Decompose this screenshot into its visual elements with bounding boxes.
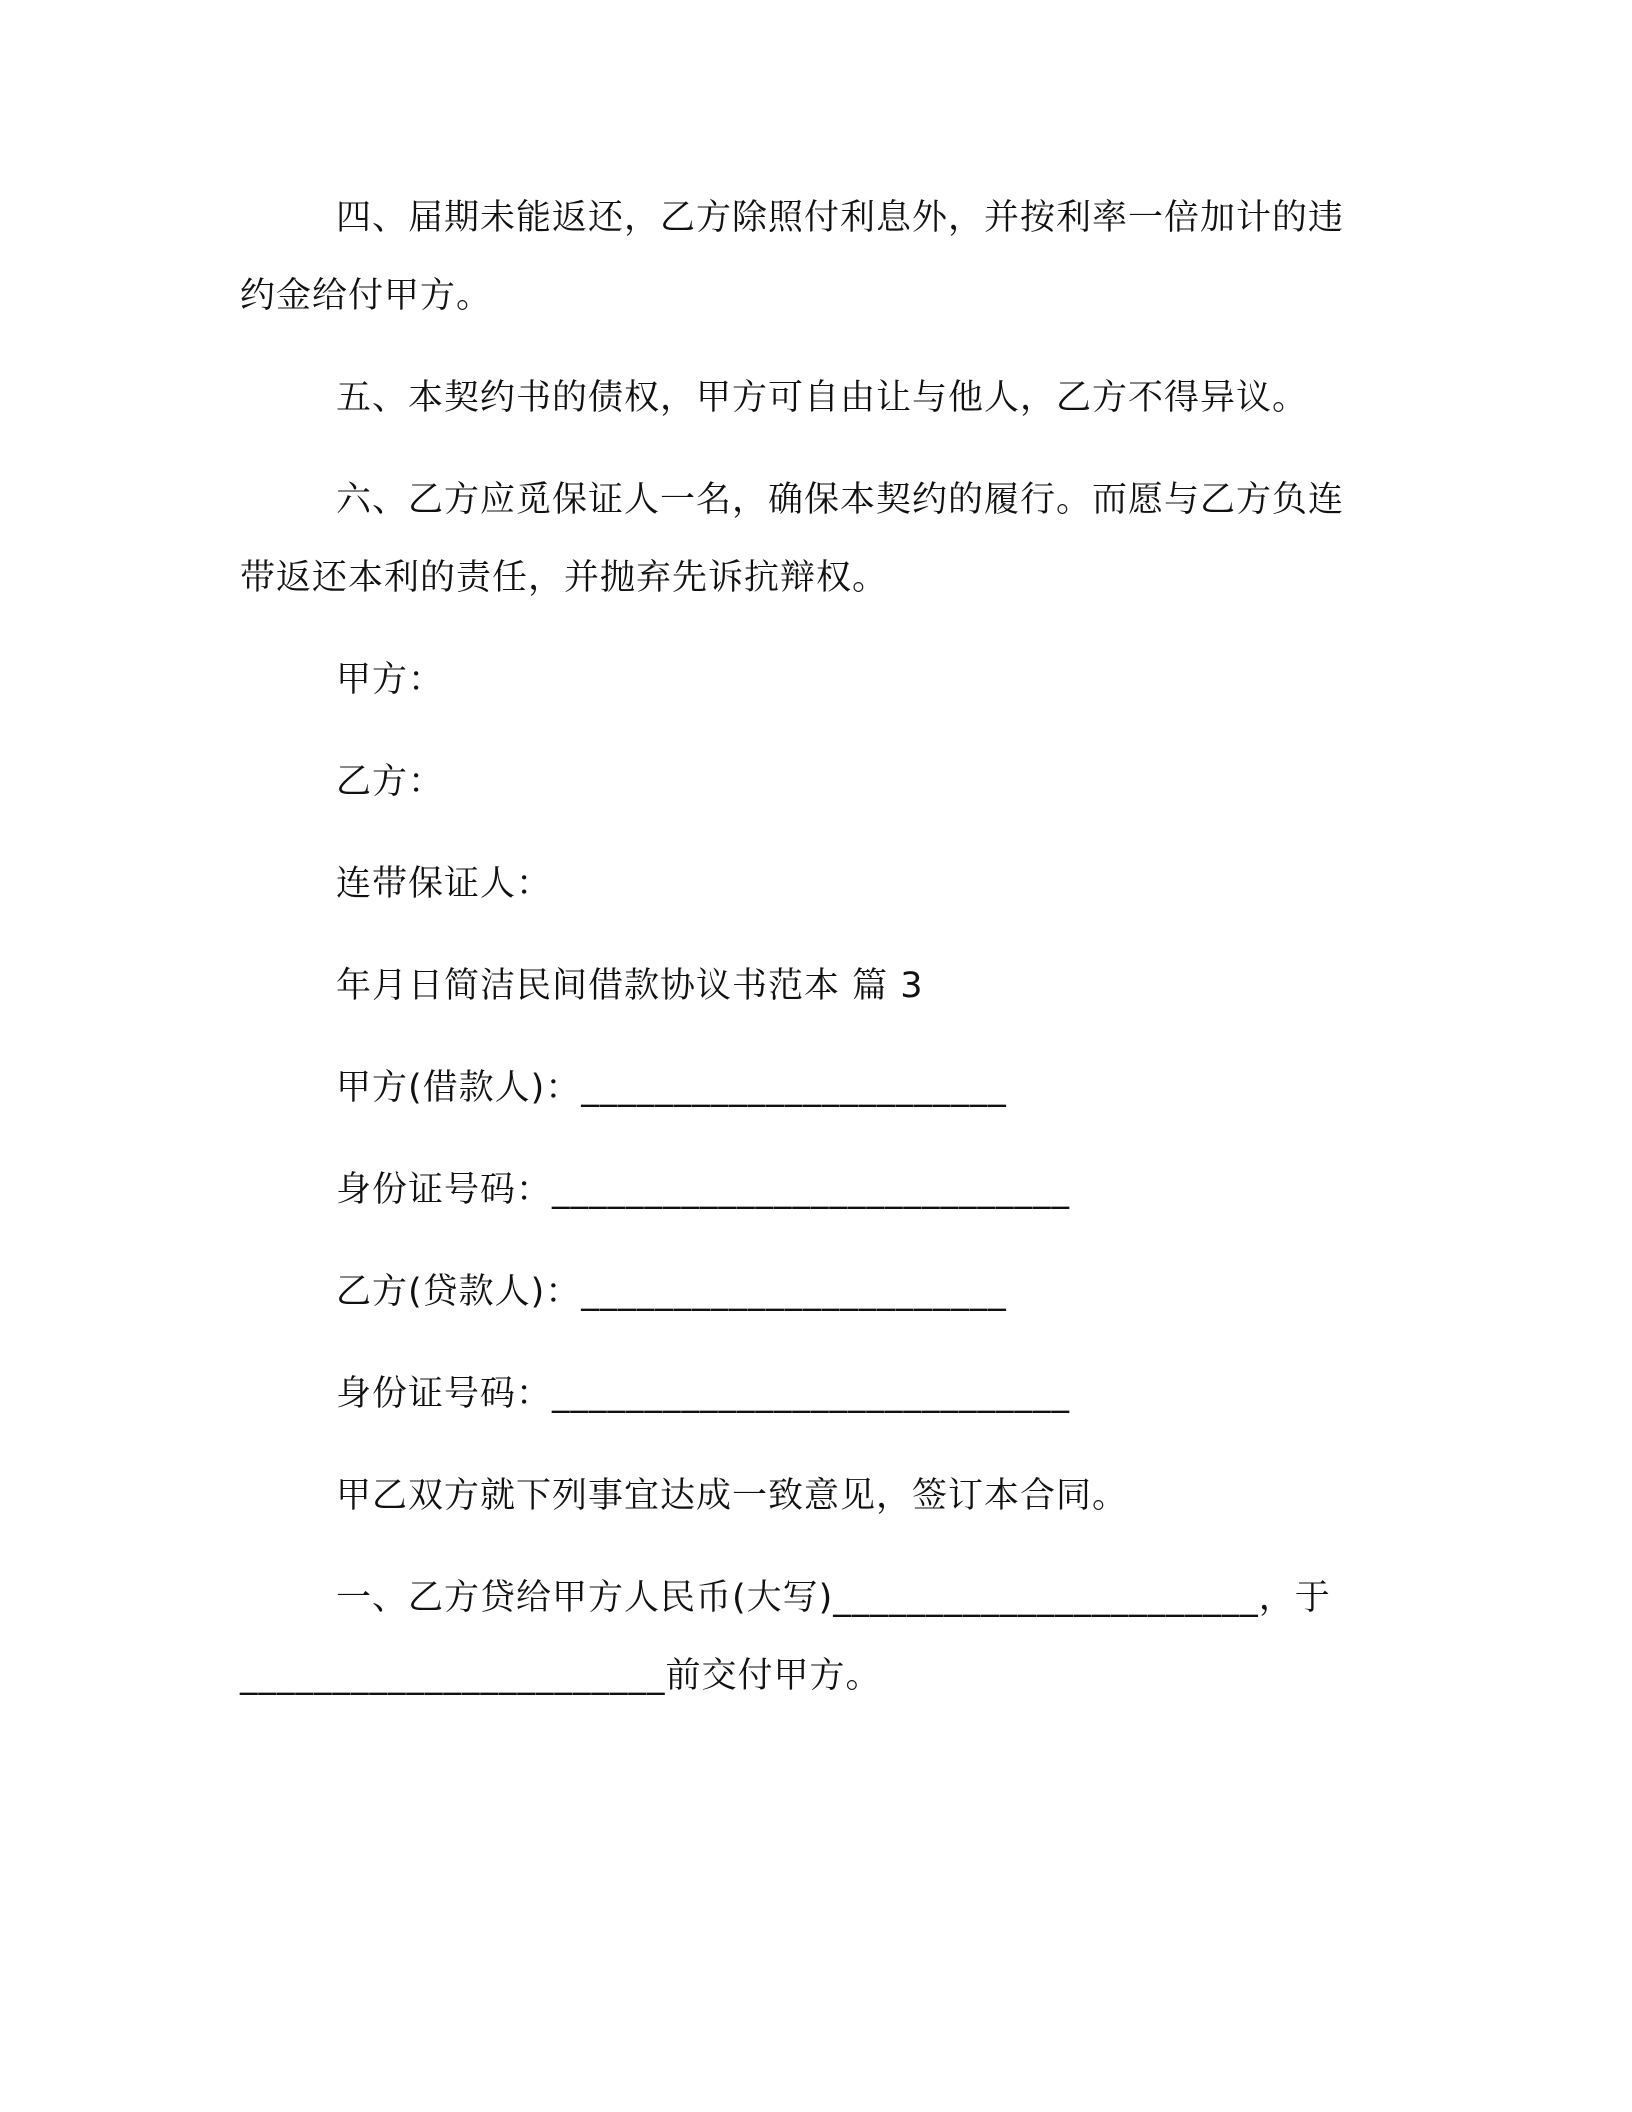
clause-1-line-2: _______________________前交付甲方。 bbox=[240, 1656, 882, 1696]
party-b-label: 乙方： bbox=[336, 762, 445, 802]
clause-4-line-1: 四、届期未能返还，乙方除照付利息外，并按利率一倍加计的违 bbox=[336, 198, 1345, 238]
party-a-label: 甲方： bbox=[336, 660, 445, 700]
guarantor-label: 连带保证人： bbox=[336, 864, 553, 904]
clause-6-line-1: 六、乙方应觅保证人一名，确保本契约的履行。而愿与乙方负连 bbox=[336, 480, 1345, 520]
clause-6-line-2: 带返还本利的责任，并抛弃先诉抗辩权。 bbox=[240, 558, 889, 598]
clause-5: 五、本契约书的债权，甲方可自由让与他人，乙方不得异议。 bbox=[336, 378, 1309, 418]
section-title: 年月日简洁民间借款协议书范本 篇 3 bbox=[336, 966, 924, 1006]
borrower-field: 甲方(借款人)：_______________________ bbox=[336, 1068, 1007, 1108]
borrower-id-field: 身份证号码：____________________________ bbox=[336, 1170, 1071, 1210]
lender-field: 乙方(贷款人)：_______________________ bbox=[336, 1272, 1007, 1312]
lender-id-field: 身份证号码：____________________________ bbox=[336, 1374, 1071, 1414]
agreement-statement: 甲乙双方就下列事宜达成一致意见，签订本合同。 bbox=[336, 1476, 1129, 1516]
clause-1-line-1: 一、乙方贷给甲方人民币(大写)_______________________，于 bbox=[336, 1578, 1331, 1618]
clause-4-line-2: 约金给付甲方。 bbox=[240, 276, 493, 316]
